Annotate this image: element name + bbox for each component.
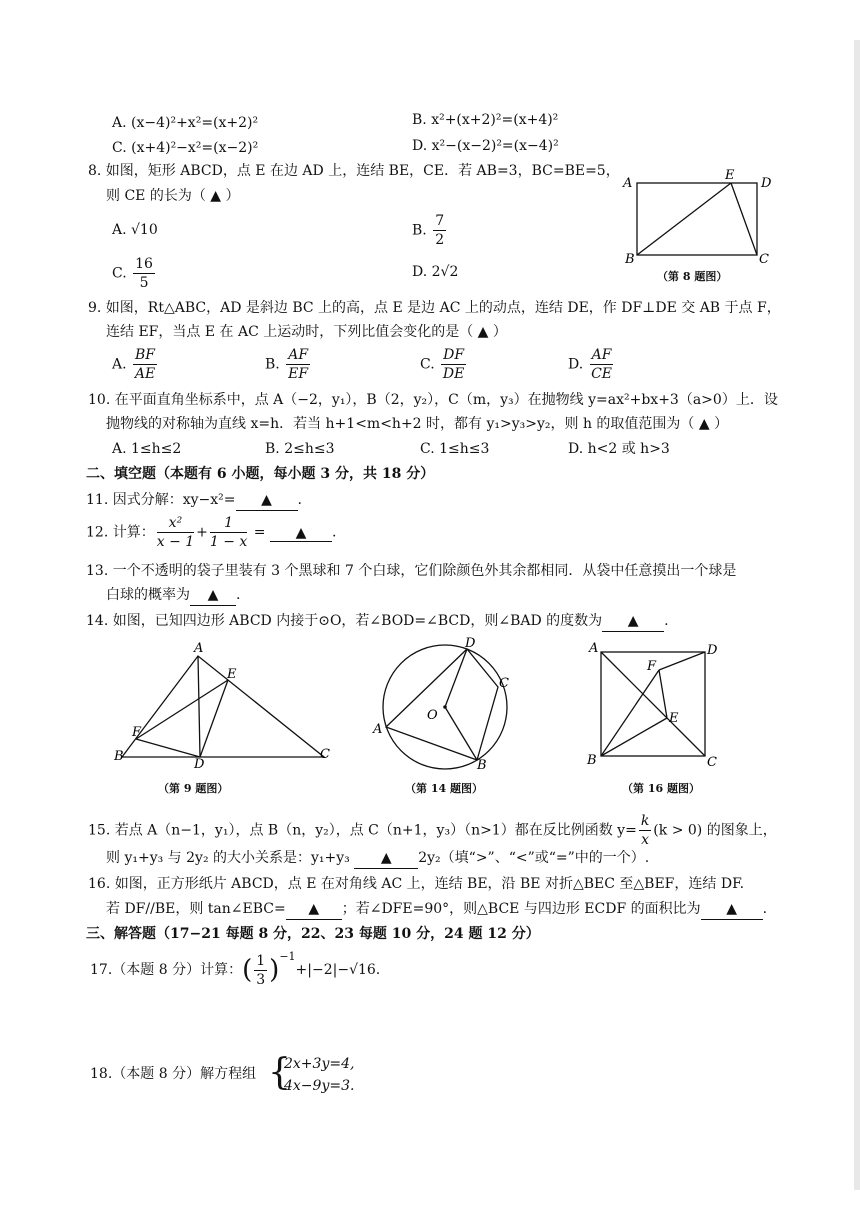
fig8-label-a: A [623, 176, 633, 191]
q17: 17.（本题 8 分）计算：( $\frac{1}{3}$ )$^{-1}$+|−2|−√16. [90, 950, 381, 988]
q11-answer-blank: ▲ [236, 490, 298, 511]
q13-stem-line2: 白球的概率为 ▲ . [106, 585, 240, 606]
q15-stem-line1: 15. 若点 A（n−1，y₁），点 B（n，y₂），点 C（n+1，y₃）（n>1）都在反比例函数 y= $\frac{k}{x}$ (k > 0) 的图象上， [88, 813, 777, 848]
q10-option-d: D. h<2 或 h>3 [568, 441, 670, 457]
fig8-label-c: C [759, 252, 769, 267]
section-2-heading: 二、填空题（本题有 6 小题，每小题 3 分，共 18 分） [86, 466, 435, 482]
fig16-square [585, 640, 730, 775]
fig9-label-c: C [320, 747, 330, 762]
q13-stem-line1: 13. 一个不透明的袋子里装有 3 个黑球和 7 个白球，它们除颜色外其余都相同．从袋中任意摸出一个球是 [86, 563, 737, 579]
fig14-label-a: A [373, 722, 383, 737]
q14-answer-blank: ▲ [602, 611, 664, 632]
q9-stem-line2: 连结 EF，当点 E 在 AC 上运动时，下列比值会变化的是（ ▲ ） [106, 324, 507, 340]
fig16-label-a: A [589, 641, 599, 656]
fig9-label-b: B [114, 749, 124, 764]
q10-stem-line1: 10. 在平面直角坐标系中，点 A（−2，y₁），B（2，y₂），C（m，y₃）在抛物线 y=ax²+bx+3（a>0）上．设 [88, 392, 778, 408]
q9-stem-line1: 9. 如图，Rt△ABC，AD 是斜边 BC 上的高，点 E 是边 AC 上的动点，连结 DE，作 DF⊥DE 交 AB 于点 F， [88, 300, 781, 316]
q15-answer-blank: ▲ [354, 848, 418, 869]
scan-edge [854, 40, 860, 1190]
q13-answer-blank: ▲ [190, 585, 236, 606]
q18-brace: { [268, 1052, 291, 1093]
q15-stem-line2: 则 y₁+y₃ 与 2y₂ 的大小关系是：y₁+y₃ ▲ 2y₂（填“>”、“<”或“=”中的一个）. [106, 848, 649, 869]
fig14-label-o: O [427, 708, 438, 723]
fig16-label-d: D [707, 643, 718, 658]
fig9-caption: （第 9 题图） [158, 782, 229, 795]
q7-option-b: B. x²+(x+2)²=(x+4)² [412, 112, 559, 128]
q7-option-c: C. (x+4)²−x²=(x−2)² [112, 140, 259, 156]
q18-equation-2: 4x−9y=3. [284, 1078, 355, 1094]
q8-stem-line2: 则 CE 的长为（ ▲ ） [106, 188, 240, 204]
fig14-label-b: B [477, 758, 487, 773]
q7-option-a: A. (x−4)²+x²=(x+2)² [112, 115, 259, 131]
q12-answer-blank: ▲ [270, 525, 332, 542]
q8-option-d: D. 2√2 [412, 264, 459, 280]
section-3-heading: 三、解答题（17−21 每题 8 分，22、23 每题 10 分，24 题 12 分） [86, 926, 540, 942]
fig8-rectangle [615, 165, 785, 285]
q8-stem-line1: 8. 如图，矩形 ABCD，点 E 在边 AD 上，连结 BE，CE．若 AB=3，BC=BE=5， [88, 163, 620, 179]
fig8-label-e: E [725, 168, 735, 183]
q10-option-c: C. 1≤h≤3 [420, 441, 490, 457]
q18-equation-1: 2x+3y=4, [284, 1056, 355, 1072]
fig8-label-d: D [761, 176, 772, 191]
fig16-caption: （第 16 题图） [622, 782, 700, 795]
q16-answer-blank-1: ▲ [286, 899, 342, 920]
q10-stem-line2: 抛物线的对称轴为直线 x=h．若当 h+1<m<h+2 时，都有 y₁>y₃>y₂，则 h 的取值范围为（ ▲ ） [106, 416, 729, 432]
q8-option-a: A. √10 [112, 222, 158, 238]
q9-option-a: A. $\frac{BF}{AE}$ [112, 347, 156, 382]
q16-answer-blank-2: ▲ [701, 899, 763, 920]
fig8-label-b: B [625, 252, 635, 267]
fig9-label-e: E [227, 667, 237, 682]
q11: 11. 因式分解：xy−x²= ▲ . [86, 490, 302, 511]
fig16-label-b: B [587, 753, 597, 768]
fig9-label-f: F [132, 725, 142, 740]
fig14-label-c: C [499, 676, 509, 691]
q7-option-d: D. x²−(x−2)²=(x−4)² [412, 138, 559, 154]
fig14-caption: （第 14 题图） [405, 782, 483, 795]
q16-stem-line1: 16. 如图，正方形纸片 ABCD，点 E 在对角线 AC 上，连结 BE，沿 BE 对折△BEC 至△BEF，连结 DF. [88, 876, 745, 892]
q8-option-b: B. $\frac{7}{2}$ [412, 213, 445, 248]
q14: 14. 如图，已知四边形 ABCD 内接于⊙O，若∠BOD=∠BCD，则∠BAD 的度数为 ▲ . [86, 611, 669, 632]
q8-option-c: C. $\frac{16}{5}$ [112, 256, 153, 291]
q10-option-a: A. 1≤h≤2 [112, 441, 182, 457]
fig9-triangle [110, 640, 350, 770]
fig14-label-d: D [465, 636, 476, 651]
fig16-label-c: C [707, 755, 717, 770]
q9-option-d: D. $\frac{AF}{CE}$ [568, 347, 613, 382]
fig16-label-f: F [647, 659, 657, 674]
fig9-label-a: A [194, 641, 204, 656]
fig9-label-d: D [194, 757, 205, 770]
q9-option-b: B. $\frac{AF}{EF}$ [265, 347, 309, 382]
q16-stem-line2: 若 DF//BE，则 tan∠EBC= ▲ ；若∠DFE=90°，则△BCE 与四边形 ECDF 的面积比为 ▲ . [106, 899, 767, 920]
q12: 12. 计算： $\frac{\text{x²}}{x - 1}$ + $\frac{1}{1 - x}$ = ▲ . [86, 515, 337, 550]
q9-option-c: C. $\frac{DF}{DE}$ [420, 347, 465, 382]
fig8-caption: （第 8 题图） [657, 270, 728, 283]
fig14-circle [365, 635, 525, 775]
q18-prefix: 18.（本题 8 分）解方程组 [90, 1066, 257, 1082]
q10-option-b: B. 2≤h≤3 [265, 441, 335, 457]
fig16-label-e: E [669, 711, 679, 726]
